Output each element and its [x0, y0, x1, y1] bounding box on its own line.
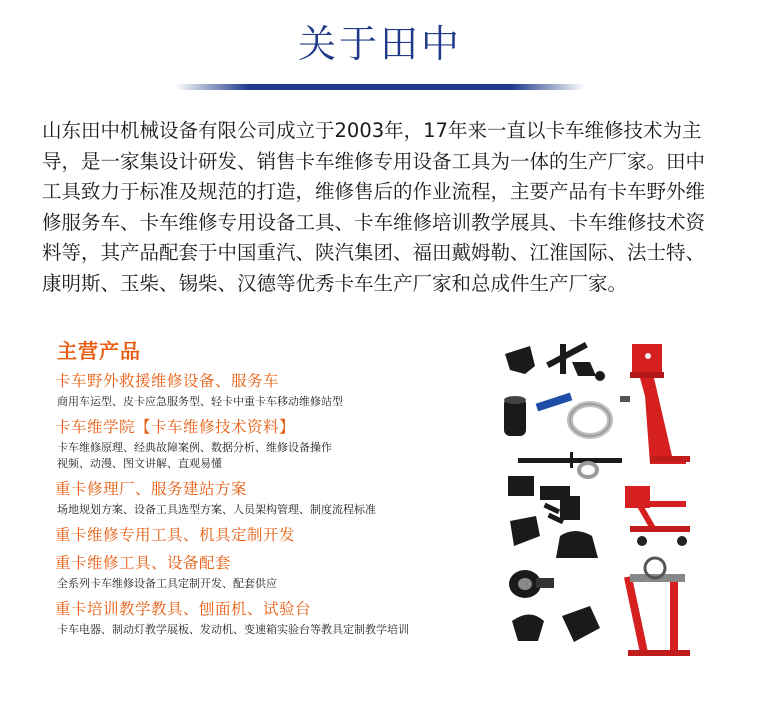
category-desc: 商用车运型、皮卡应急服务型、轻卡中重卡车移动维修站型 [57, 395, 343, 408]
title-underline [175, 84, 585, 90]
product-category [55, 524, 495, 546]
category-title: 卡车维学院【卡车维修技术资料】 [55, 418, 296, 436]
products-section [55, 338, 495, 644]
company-intro: 山东田中机械设备有限公司成立于2003年，17年来一直以卡车维修技术为主导，是一家集设计研发、销售卡车维修专用设备工具为一体的生产厂家。田中工具致力于标准及规范的打造，维修售后的作业流程，主要产品有卡车野外维修服务车、卡车维修专用设备工具、卡车维修培训教学展具、卡车维修技术资料等，其产品配套于中国重汽、陕汽集团、福田戴姆勒、江淮国际、法士特、康明斯、玉柴、锡柴、汉德等优秀卡车生产厂家和总成件生产厂家。 [42, 119, 706, 295]
product-category [55, 416, 495, 472]
category-desc-line: 卡车维修原理、经典故障案例、数据分析、维修设备操作 [57, 441, 332, 454]
engine-stand-icon [624, 486, 690, 656]
category-desc: 场地规划方案、设备工具选型方案、人员架构管理、制度流程标准 [57, 503, 376, 516]
category-title: 重卡培训教学教具、刨面机、试验台 [55, 600, 312, 618]
band-clamp-icon [536, 393, 610, 436]
product-category [55, 370, 495, 410]
category-title: 重卡修理厂、服务建站方案 [55, 480, 248, 498]
category-title: 卡车野外救援维修设备、服务车 [55, 372, 280, 390]
ring-icon [579, 463, 597, 477]
product-category [55, 552, 495, 592]
tool-icon [504, 342, 622, 642]
product-category [55, 598, 495, 638]
category-desc [55, 440, 495, 472]
category-title: 重卡维修专用工具、机具定制开发 [55, 526, 296, 544]
engine-stand-icon [620, 344, 690, 464]
category-desc-line: 视频、动漫、图文讲解、直观易懂 [57, 457, 222, 470]
tool-collage-image [500, 336, 695, 666]
category-desc: 卡车电器、制动灯教学展板、发动机、变速箱实验台等教具定制教学培训 [57, 623, 409, 636]
products-heading: 主营产品 [57, 339, 141, 363]
category-title: 重卡维修工具、设备配套 [55, 554, 232, 572]
page-title: 关于田中 [297, 22, 462, 66]
category-desc: 全系列卡车维修设备工具定制开发、配套供应 [57, 577, 277, 590]
tool-collage-svg [500, 336, 695, 666]
product-category [55, 478, 495, 518]
